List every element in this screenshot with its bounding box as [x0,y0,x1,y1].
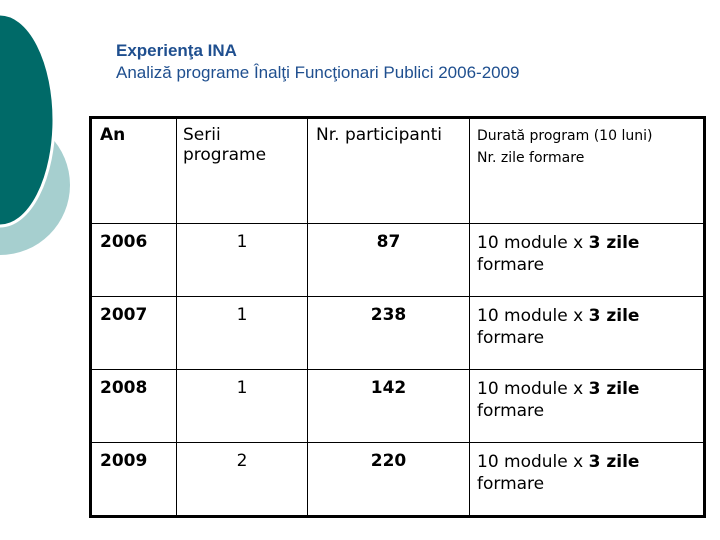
cell-duration [470,297,705,370]
header-duration-line-2: Nr. zile formare [477,150,585,166]
slide-title [116,40,520,84]
cell-year: 2009 [91,443,177,517]
duration-prefix: 10 module x [477,379,589,399]
header-duration-line-1: Durată program (10 luni) [477,128,653,144]
duration-suffix: formare [477,328,545,348]
cell-duration [470,224,705,297]
duration-suffix: formare [477,255,545,275]
duration-prefix: 10 module x [477,233,589,253]
cell-series: 1 [177,370,308,443]
table-row [91,370,705,443]
duration-suffix: formare [477,474,545,494]
cell-duration [470,370,705,443]
cell-participants: 220 [308,443,470,517]
cell-year: 2006 [91,224,177,297]
cell-year: 2007 [91,297,177,370]
cell-series: 2 [177,443,308,517]
cell-participants: 142 [308,370,470,443]
duration-days: 3 zile [588,306,640,326]
duration-days: 3 zile [588,452,640,472]
duration-days: 3 zile [588,233,640,253]
duration-prefix: 10 module x [477,452,589,472]
table-row [91,297,705,370]
duration-days: 3 zile [588,379,640,399]
duration-prefix: 10 module x [477,306,589,326]
decorative-circles [0,0,80,300]
cell-participants: 87 [308,224,470,297]
title-line-2: Analiză programe Înalţi Funcţionari Publici 2006-2009 [116,63,520,82]
cell-duration [470,443,705,517]
table-row [91,224,705,297]
title-line-1: Experienţa INA [116,41,237,60]
cell-participants: 238 [308,297,470,370]
table-header-row [91,118,705,224]
header-participants: Nr. participanti [308,118,470,224]
header-year: An [91,118,177,224]
header-duration [470,118,705,224]
programs-table [89,116,706,518]
table-row [91,443,705,517]
header-series: Serii programe [177,118,308,224]
cell-series: 1 [177,224,308,297]
duration-suffix: formare [477,401,545,421]
cell-series: 1 [177,297,308,370]
cell-year: 2008 [91,370,177,443]
